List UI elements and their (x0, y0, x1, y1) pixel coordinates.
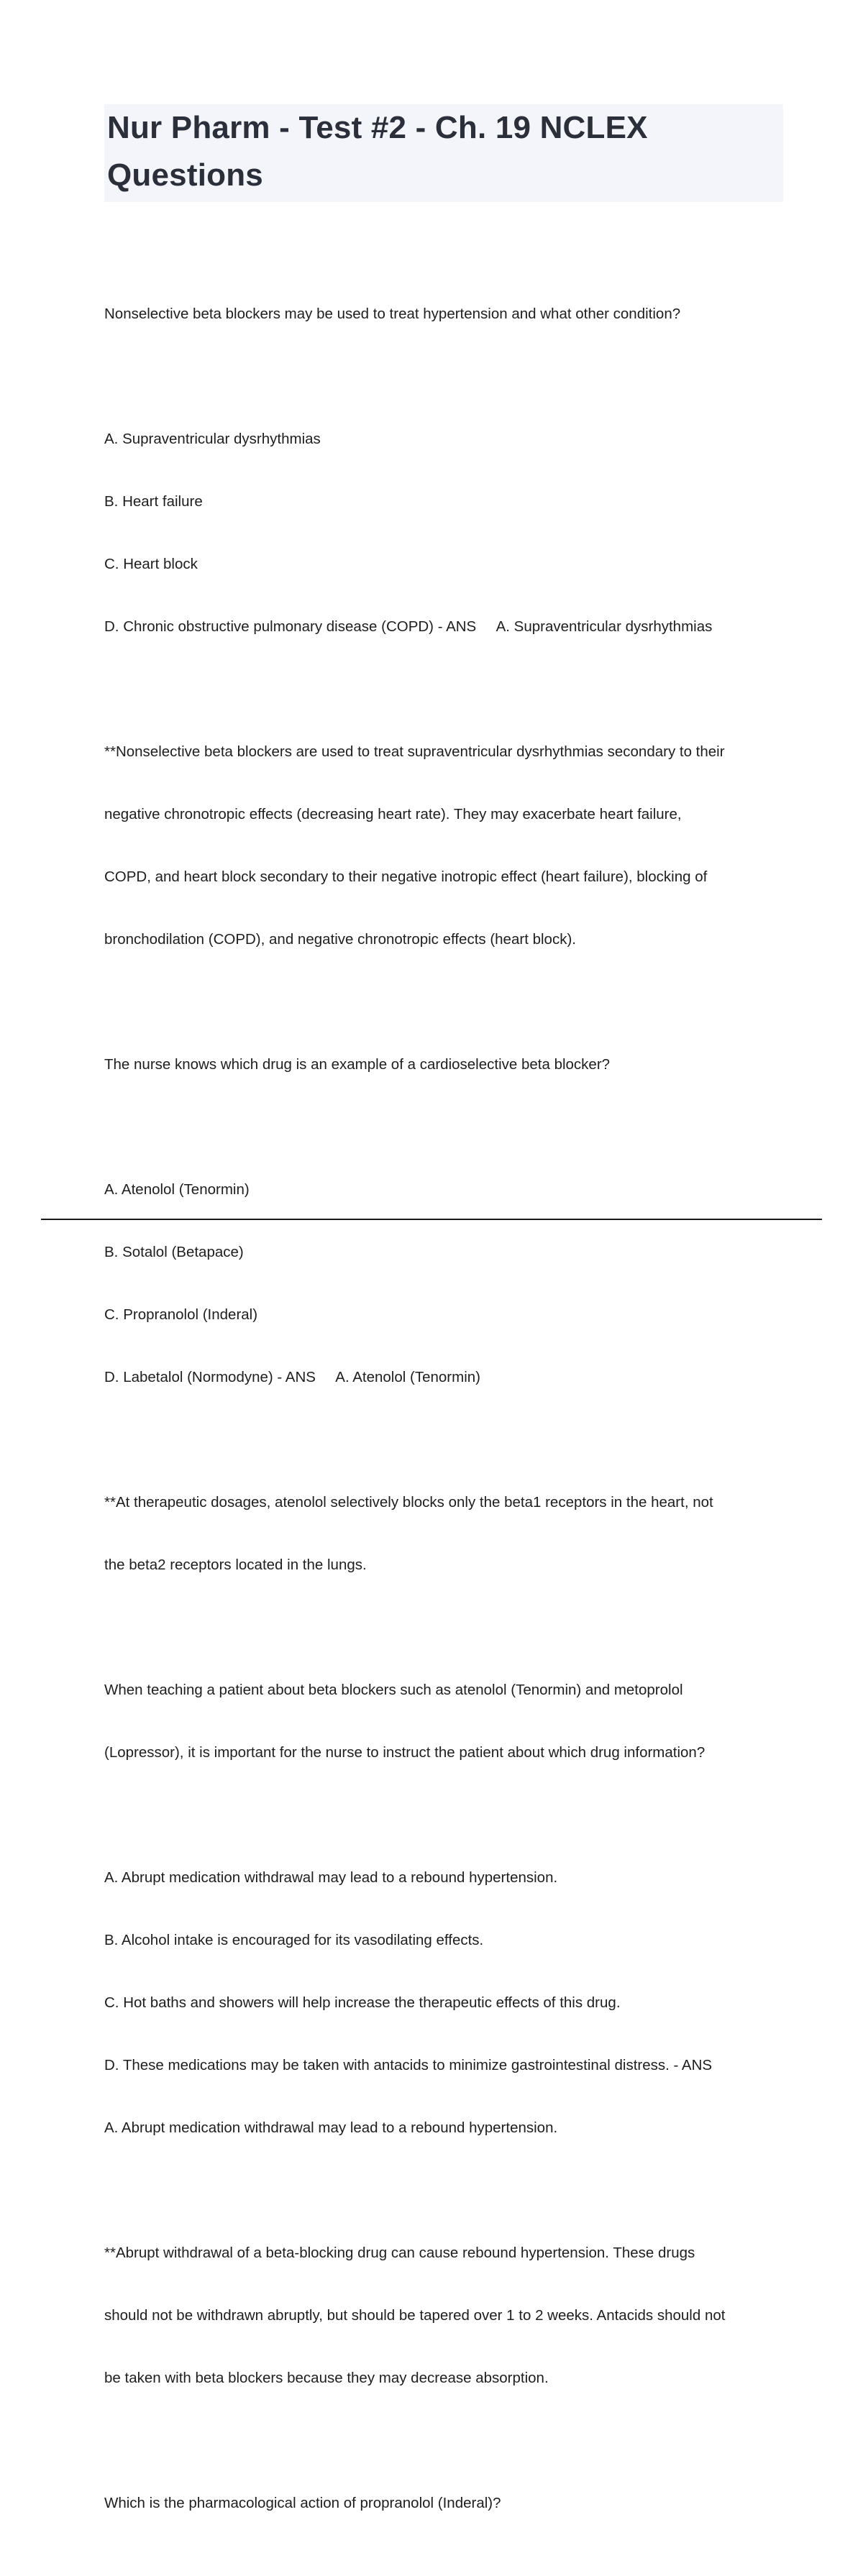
question-text: When teaching a patient about beta blockers such as atenolol (Tenormin) and metoprolol (104, 1682, 683, 1698)
rationale-line: the beta2 receptors located in the lungs. (104, 1557, 367, 1573)
title-banner (104, 104, 783, 202)
option-b: B. Heart failure (104, 493, 203, 510)
rationale-line: **Nonselective beta blockers are used to treat supraventricular dysrhythmias secondary to their (104, 743, 725, 760)
question-3 (104, 1638, 787, 1805)
option-d-answer: D. Labetalol (Normodyne) - ANS A. Atenolol (Tenormin) (104, 1369, 480, 1385)
question-text: Nonselective beta blockers may be used to treat hypertension and what other condition? (104, 306, 681, 322)
option-c: C. Hot baths and showers will help increase the therapeutic effects of this drug. (104, 1994, 621, 2011)
option-b: B. Sotalol (Betapace) (104, 1244, 244, 1260)
footer-divider (41, 1219, 822, 1220)
title-line: Questions (107, 157, 263, 193)
option-a: A. Abrupt medication withdrawal may lead to a rebound hypertension. (104, 1869, 558, 1886)
question-text: (Lopressor), it is important for the nurse to instruct the patient about which drug information? (104, 1744, 706, 1761)
question-2 (104, 1012, 787, 1117)
answer-text: A. Abrupt medication withdrawal may lead to a rebound hypertension. (104, 2119, 558, 2136)
page-title (107, 104, 780, 199)
option-b: B. Alcohol intake is encouraged for its vasodilating effects. (104, 1932, 484, 1948)
question-3-options (104, 1825, 787, 2180)
rationale-line: bronchodilation (COPD), and negative chronotropic effects (heart block). (104, 931, 576, 948)
rationale-line: **Abrupt withdrawal of a beta-blocking drug can cause rebound hypertension. These drugs (104, 2245, 695, 2261)
rationale-line: be taken with beta blockers because they may decrease absorption. (104, 2370, 549, 2386)
rationale-2 (104, 1450, 787, 1617)
rationale-line: **At therapeutic dosages, atenolol selectively blocks only the beta1 receptors in the heart, not (104, 1494, 713, 1511)
question-4 (104, 2451, 787, 2555)
question-1 (104, 262, 787, 366)
rationale-line: negative chronotropic effects (decreasing heart rate). They may exacerbate heart failure, (104, 806, 682, 822)
title-line: Nur Pharm - Test #2 - Ch. 19 NCLEX (107, 110, 648, 145)
question-2-options (104, 1137, 787, 1429)
rationale-line: COPD, and heart block secondary to their negative inotropic effect (heart failure), blocking of (104, 868, 708, 885)
rationale-1 (104, 700, 787, 991)
option-d-answer: D. Chronic obstructive pulmonary disease (COPD) - ANS A. Supraventricular dysrhythmias (104, 618, 713, 635)
document-body (104, 262, 787, 2576)
question-1-options (104, 387, 787, 679)
option-a: A. Supraventricular dysrhythmias (104, 431, 321, 447)
option-a: A. Atenolol (Tenormin) (104, 1181, 250, 1198)
option-d-answer: D. These medications may be taken with antacids to minimize gastrointestinal distress. - ANS (104, 2057, 713, 2073)
question-text: Which is the pharmacological action of propranolol (Inderal)? (104, 2495, 501, 2511)
rationale-3 (104, 2201, 787, 2430)
question-text: The nurse knows which drug is an example of a cardioselective beta blocker? (104, 1056, 611, 1073)
option-c: C. Propranolol (Inderal) (104, 1306, 258, 1323)
rationale-line: should not be withdrawn abruptly, but should be tapered over 1 to 2 weeks. Antacids should not (104, 2307, 726, 2324)
option-c: C. Heart block (104, 556, 198, 572)
